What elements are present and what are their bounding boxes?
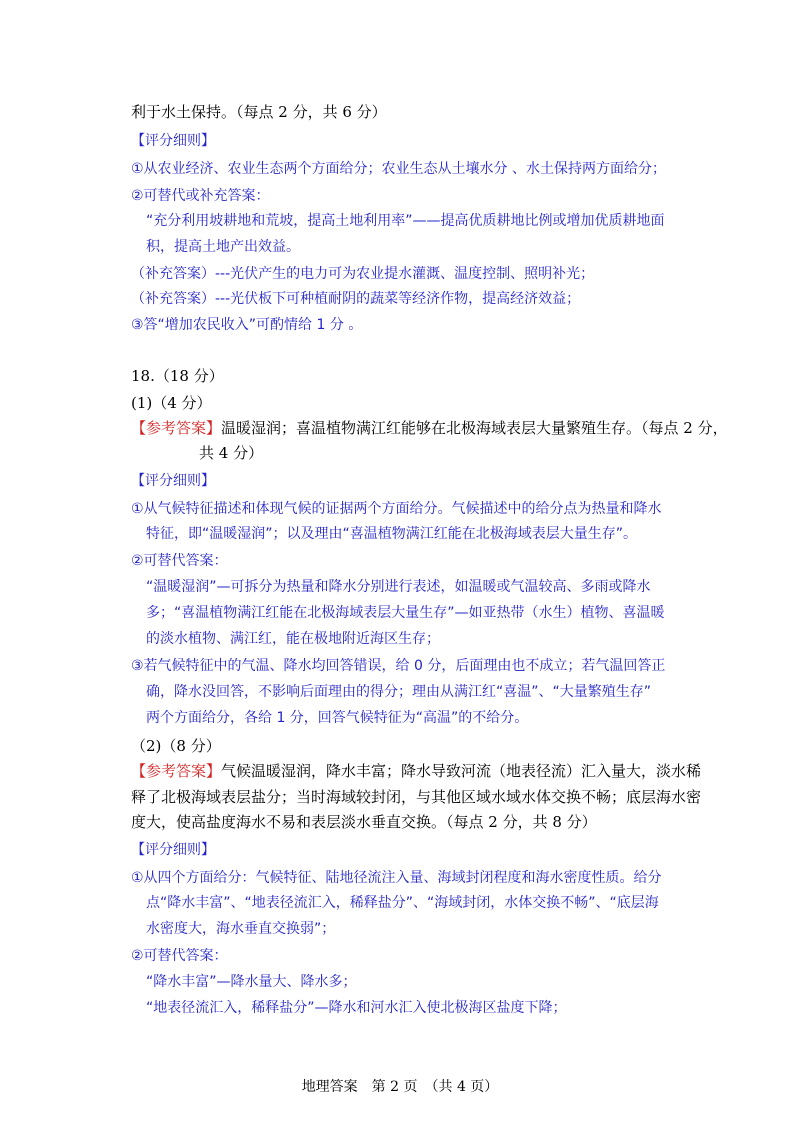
text-line xyxy=(131,551,228,571)
text-line xyxy=(131,499,662,519)
line-text: 点“降水丰富”、“地表径流汇入，稀释盐分”、“海域封闭，水体交换不畅”、“底层海 xyxy=(146,895,659,911)
text-line xyxy=(131,868,662,888)
text-line xyxy=(131,102,387,122)
text-line xyxy=(146,893,659,913)
line-text: 【评分细则】 xyxy=(131,133,215,149)
text-line xyxy=(146,629,440,649)
text-line xyxy=(131,393,212,413)
text-line xyxy=(146,211,665,231)
text-line xyxy=(131,366,224,386)
line-text: 多；“喜温植物满江红能在北极海域表层大量生存”—如亚热带（水生）植物、喜温暖 xyxy=(146,605,665,621)
line-text: ③答“增加农民收入”可酌情给 1 分 。 xyxy=(131,317,363,333)
line-text: ②可替代答案： xyxy=(131,553,228,569)
text-line xyxy=(131,812,597,832)
line-text: 度大，使高盐度海水不易和表层淡水垂直交换。（每点 2 分，共 8 分） xyxy=(131,813,597,831)
line-text: 积，提高土地产出效益。 xyxy=(146,239,300,255)
line-text: （2)（8 分） xyxy=(131,737,221,755)
text-line xyxy=(146,919,335,939)
reference-answer-label: 【参考答案】 xyxy=(131,762,222,780)
text-line xyxy=(146,237,300,257)
text-line xyxy=(131,840,215,860)
text-line xyxy=(146,998,567,1018)
line-text: ①从气候特征描述和体现气候的证据两个方面给分。气候描述中的给分点为热量和降水 xyxy=(131,501,662,517)
line-text: “降水丰富”—降水量大、降水多； xyxy=(146,974,357,990)
line-text: 释了北极海域表层盐分；当时海域较封闭，与其他区域水域水体交换不畅；底层海水密 xyxy=(131,788,702,806)
text-line xyxy=(146,603,665,623)
text-line xyxy=(131,656,665,676)
text-line xyxy=(131,159,666,179)
line-text: （补充答案）---光伏产生的电力可为农业提水灌溉、温度控制、照明补光； xyxy=(131,266,595,282)
line-text: （补充答案）---光伏板下可种植耐阴的蔬菜等经济作物，提高经济效益； xyxy=(131,291,581,307)
line-text: 的淡水植物、满江红，能在极地附近海区生存； xyxy=(146,631,440,647)
text-line xyxy=(146,577,651,597)
line-text: ③若气候特征中的气温、降水均回答错误，给 0 分，后面理由也不成立；若气温回答正 xyxy=(131,658,666,674)
reference-answer-label: 【参考答案】 xyxy=(131,419,222,437)
text-line xyxy=(131,471,215,491)
line-text: 特征，即“温暖湿润”；以及理由“喜温植物满江红能在北极海域表层大量生存”。 xyxy=(146,526,638,542)
text-line xyxy=(131,186,270,206)
line-text: 温暖湿润；喜温植物满江红能够在北极海域表层大量繁殖生存。（每点 2 分， xyxy=(221,419,728,437)
line-text: ①从农业经济、农业生态两个方面给分；农业生态从土壤水分 、水土保持两方面给分； xyxy=(131,161,666,177)
line-text: ①从四个方面给分：气候特征、陆地径流注入量、海域封闭程度和海水密度性质。给分 xyxy=(131,870,662,886)
line-text: 水密度大，海水垂直交换弱”； xyxy=(146,921,336,937)
line-text: 18.（18 分） xyxy=(131,367,224,385)
text-line xyxy=(146,682,651,702)
line-text: ②可替代或补充答案： xyxy=(131,188,270,204)
line-text: 【评分细则】 xyxy=(131,473,215,489)
text-line xyxy=(131,131,215,151)
text-line xyxy=(131,315,362,335)
text-line xyxy=(131,946,228,966)
line-text: (1)（4 分） xyxy=(131,394,212,412)
line-text: ②可替代答案： xyxy=(131,948,228,964)
text-line xyxy=(131,736,221,756)
text-line xyxy=(131,264,594,284)
text-line xyxy=(131,787,701,807)
text-line xyxy=(146,708,528,728)
line-text: 【评分细则】 xyxy=(131,842,215,858)
line-text: “地表径流汇入，稀释盐分”—降水和河水汇入使北极海区盐度下降； xyxy=(146,1000,567,1016)
text-line xyxy=(146,972,357,992)
text-line xyxy=(199,443,263,463)
text-line xyxy=(131,289,580,309)
line-text: 共 4 分） xyxy=(199,444,264,462)
line-text: 两个方面给分，各给 1 分，回答气候特征为“高温”的不给分。 xyxy=(146,710,529,726)
line-text: “充分利用坡耕地和荒坡，提高土地利用率”——提高优质耕地比例或增加优质耕地面 xyxy=(146,213,665,229)
line-text: “温暖湿润”—可拆分为热量和降水分别进行表述，如温暖或气温较高、多雨或降水 xyxy=(146,579,651,595)
text-line xyxy=(146,524,637,544)
text-line xyxy=(131,418,728,438)
line-text: 确，降水没回答，不影响后面理由的得分；理由从满江红“喜温”、“大量繁殖生存” xyxy=(146,684,652,700)
line-text: 气候温暖湿润，降水丰富；降水导致河流（地表径流）汇入量大，淡水稀 xyxy=(221,762,702,780)
text-line xyxy=(131,761,701,781)
page-footer: 地理答案 第 2 页 （共 4 页） xyxy=(301,1079,499,1095)
line-text: 利于水土保持。（每点 2 分，共 6 分） xyxy=(131,103,387,121)
